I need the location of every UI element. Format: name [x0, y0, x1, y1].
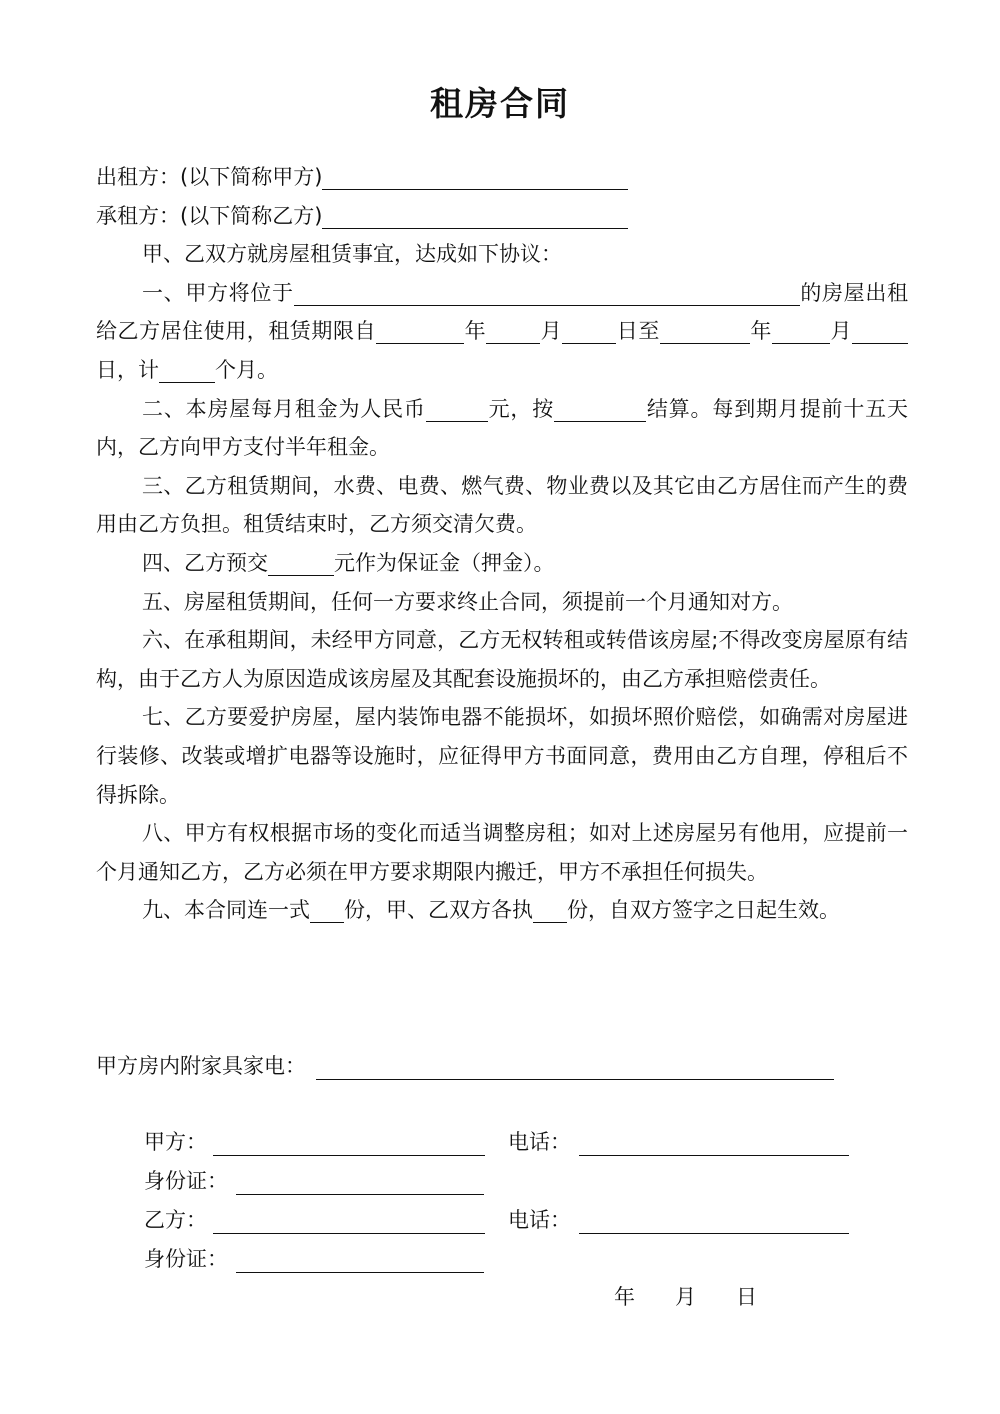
phone-label-a: 电话： [508, 1130, 571, 1154]
clause-9-text: 份，自双方签字之日起生效。 [567, 898, 840, 923]
clause-1-text: 日，计 [96, 357, 159, 382]
signing-date [614, 1282, 757, 1312]
lessor-name-field[interactable] [322, 165, 628, 190]
monthly-rent-field[interactable] [426, 397, 488, 422]
copies-total-field[interactable] [310, 898, 344, 923]
id-label-a: 身份证： [144, 1169, 228, 1193]
clause-1-text: 月 [829, 319, 853, 344]
start-day-field[interactable] [562, 319, 616, 344]
party-a-label: 甲方： [144, 1130, 207, 1154]
contract-body [96, 158, 908, 930]
clause-9-text: 份，甲、乙双方各执 [344, 898, 533, 923]
party-a-id-line [144, 1166, 484, 1196]
clause-1-text: 年 [749, 319, 772, 344]
furniture-line [96, 1051, 834, 1081]
lessee-name-field[interactable] [322, 204, 628, 229]
lessee-label: 承租方：(以下简称乙方) [96, 203, 323, 228]
clause-8: 八、甲方有权根据市场的变化而适当调整房租；如对上述房屋另有他用，应提前一个月通知乙方，乙方必须在甲方要求期限内搬迁，甲方不承担任何损失。 [96, 821, 908, 884]
property-address-field[interactable] [294, 281, 800, 306]
date-day-label: 日 [736, 1285, 757, 1309]
furniture-label: 甲方房内附家具家电： [96, 1054, 306, 1078]
clause-1-text: 个月。 [215, 357, 278, 382]
settlement-period-field[interactable] [554, 397, 646, 422]
end-month-field[interactable] [772, 319, 830, 344]
clause-4-text: 四、乙方预交 [142, 550, 268, 575]
clause-1-text: 日至 [616, 319, 660, 344]
clause-3: 三、乙方租赁期间，水费、电费、燃气费、物业费以及其它由乙方居住而产生的费用由乙方负担。租赁结束时，乙方须交清欠费。 [96, 473, 908, 537]
lessor-line [96, 158, 908, 197]
date-year-label: 年 [614, 1285, 635, 1309]
party-b-label: 乙方： [144, 1208, 207, 1232]
party-a-phone-line [508, 1127, 849, 1157]
end-year-field[interactable] [660, 319, 750, 344]
clause-2-text: 结算。每到期月提前十五天内，乙方向甲方支付半年租金。 [96, 396, 909, 460]
clause-2 [96, 390, 908, 467]
clause-9-text: 九、本合同连一式 [142, 898, 310, 923]
clause-4 [96, 544, 908, 583]
party-a-id-field[interactable] [236, 1170, 484, 1195]
party-a-signature-field[interactable] [213, 1131, 485, 1156]
clause-7: 七、乙方要爱护房屋，屋内装饰电器不能损坏，如损坏照价赔偿，如确需对房屋进行装修、改装或增扩电器等设施时，应征得甲方书面同意，费用由乙方自理，停租后不得拆除。 [96, 705, 908, 807]
party-b-id-field[interactable] [236, 1248, 484, 1273]
months-count-field[interactable] [159, 358, 215, 383]
party-b-phone-field[interactable] [579, 1209, 849, 1234]
clause-2-text: 二、本房屋每月租金为人民币 [142, 396, 426, 421]
party-b-id-line [144, 1244, 484, 1274]
clause-1 [96, 274, 908, 390]
deposit-amount-field[interactable] [268, 551, 334, 576]
page-title: 租房合同 [430, 84, 570, 123]
clause-2-text: 元，按 [487, 396, 555, 421]
furniture-field[interactable] [316, 1055, 834, 1080]
end-day-field[interactable] [852, 319, 908, 344]
party-a-line [144, 1127, 485, 1157]
phone-label-b: 电话： [508, 1208, 571, 1232]
clause-1-text: 月 [540, 319, 563, 344]
clause-1-text: 年 [464, 319, 487, 344]
clause-6: 六、在承租期间，未经甲方同意，乙方无权转租或转借该房屋;不得改变房屋原有结构，由于乙方人为原因造成该房屋及其配套设施损坏的，由乙方承担赔偿责任。 [96, 628, 908, 691]
intro-text: 甲、乙双方就房屋租赁事宜，达成如下协议： [142, 242, 562, 267]
lessor-label: 出租方：(以下简称甲方) [96, 165, 323, 189]
lessee-line [96, 197, 908, 236]
clause-1-text: 一、甲方将位于 [142, 280, 294, 305]
date-month-label: 月 [675, 1285, 696, 1309]
id-label-b: 身份证： [144, 1247, 228, 1271]
clause-4-text: 元作为保证金（押金）。 [334, 550, 555, 575]
party-b-phone-line [508, 1205, 849, 1235]
party-b-signature-field[interactable] [213, 1209, 485, 1234]
clause-9 [96, 891, 908, 930]
clause-1-text: 的房屋出租给乙方居住使用，租赁期限自 [96, 280, 909, 344]
copies-each-field[interactable] [533, 898, 567, 923]
party-b-line [144, 1205, 485, 1235]
start-year-field[interactable] [376, 319, 464, 344]
party-a-phone-field[interactable] [579, 1131, 849, 1156]
start-month-field[interactable] [486, 319, 540, 344]
clause-5: 五、房屋租赁期间，任何一方要求终止合同，须提前一个月通知对方。 [142, 589, 793, 614]
